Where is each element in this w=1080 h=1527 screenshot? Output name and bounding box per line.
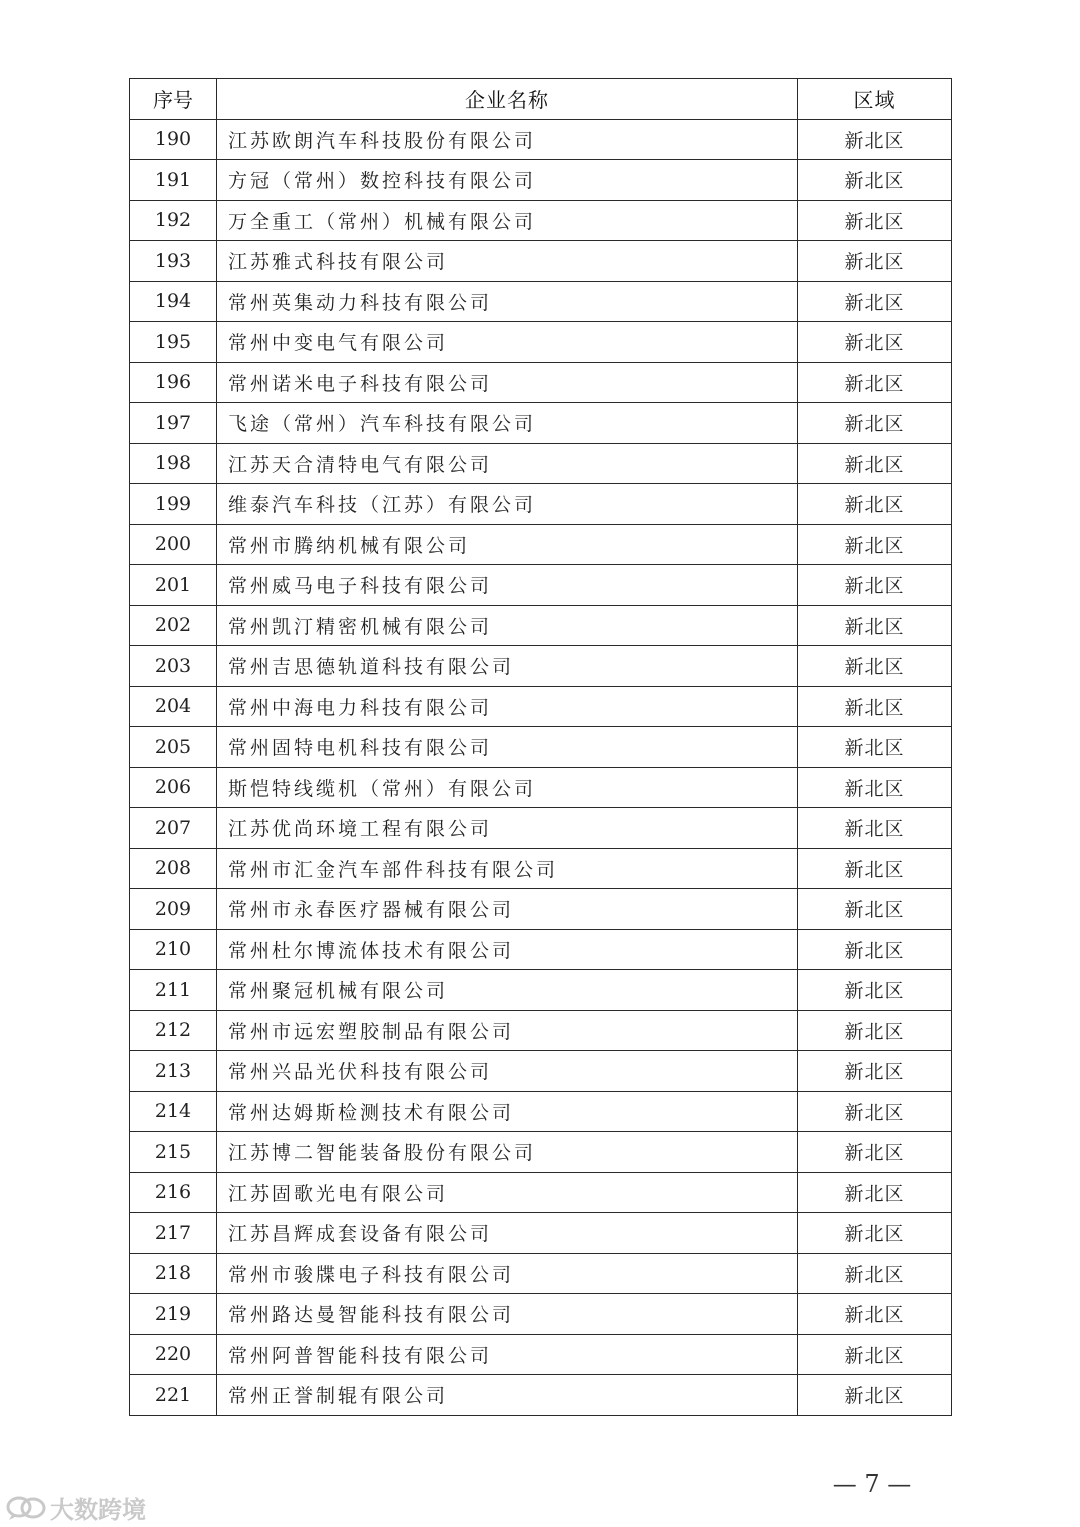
row-area: 新北区 — [798, 322, 952, 363]
row-serial-number: 206 — [130, 767, 217, 808]
row-area: 新北区 — [798, 200, 952, 241]
row-company-name: 维泰汽车科技（江苏）有限公司 — [217, 484, 798, 525]
row-company-name: 常州达姆斯检测技术有限公司 — [217, 1091, 798, 1132]
row-serial-number: 194 — [130, 281, 217, 322]
table-row — [130, 767, 952, 808]
row-company-name: 江苏昌辉成套设备有限公司 — [217, 1213, 798, 1254]
row-company-name: 常州吉思德轨道科技有限公司 — [217, 646, 798, 687]
table-row — [130, 1091, 952, 1132]
table-row — [130, 889, 952, 930]
row-area: 新北区 — [798, 1010, 952, 1051]
row-company-name: 常州凯汀精密机械有限公司 — [217, 605, 798, 646]
row-company-name: 常州兴品光伏科技有限公司 — [217, 1051, 798, 1092]
row-area: 新北区 — [798, 1132, 952, 1173]
header-company-name: 企业名称 — [217, 79, 798, 120]
page-number: — 7 — — [832, 1470, 912, 1498]
row-company-name: 江苏优尚环境工程有限公司 — [217, 808, 798, 849]
table-body — [130, 119, 952, 1415]
row-area: 新北区 — [798, 1334, 952, 1375]
row-area: 新北区 — [798, 646, 952, 687]
table-row — [130, 727, 952, 768]
row-area: 新北区 — [798, 241, 952, 282]
table-row — [130, 362, 952, 403]
row-serial-number: 199 — [130, 484, 217, 525]
row-serial-number: 219 — [130, 1294, 217, 1335]
table-row — [130, 281, 952, 322]
row-serial-number: 193 — [130, 241, 217, 282]
row-area: 新北区 — [798, 565, 952, 606]
row-company-name: 常州阿普智能科技有限公司 — [217, 1334, 798, 1375]
watermark-text: 大数跨境 — [50, 1496, 146, 1524]
row-area: 新北区 — [798, 119, 952, 160]
row-company-name: 方冠（常州）数控科技有限公司 — [217, 160, 798, 201]
row-company-name: 常州固特电机科技有限公司 — [217, 727, 798, 768]
row-area: 新北区 — [798, 281, 952, 322]
row-serial-number: 198 — [130, 443, 217, 484]
row-company-name: 常州路达曼智能科技有限公司 — [217, 1294, 798, 1335]
row-serial-number: 211 — [130, 970, 217, 1011]
row-company-name: 常州诺米电子科技有限公司 — [217, 362, 798, 403]
table-row — [130, 605, 952, 646]
table-row — [130, 484, 952, 525]
table-row — [130, 970, 952, 1011]
row-company-name: 常州中海电力科技有限公司 — [217, 686, 798, 727]
row-area: 新北区 — [798, 767, 952, 808]
row-area: 新北区 — [798, 1294, 952, 1335]
table-row — [130, 241, 952, 282]
row-company-name: 常州正誉制辊有限公司 — [217, 1375, 798, 1416]
row-serial-number: 201 — [130, 565, 217, 606]
chat-bubbles-logo-icon — [6, 1495, 46, 1521]
row-serial-number: 205 — [130, 727, 217, 768]
table-row — [130, 1213, 952, 1254]
row-serial-number: 212 — [130, 1010, 217, 1051]
row-area: 新北区 — [798, 727, 952, 768]
row-area: 新北区 — [798, 929, 952, 970]
row-serial-number: 191 — [130, 160, 217, 201]
row-serial-number: 217 — [130, 1213, 217, 1254]
header-serial-number: 序号 — [130, 79, 217, 120]
row-company-name: 常州杜尔博流体技术有限公司 — [217, 929, 798, 970]
row-company-name: 江苏固歌光电有限公司 — [217, 1172, 798, 1213]
row-company-name: 江苏天合清特电气有限公司 — [217, 443, 798, 484]
row-serial-number: 215 — [130, 1132, 217, 1173]
row-company-name: 江苏雅式科技有限公司 — [217, 241, 798, 282]
row-area: 新北区 — [798, 1051, 952, 1092]
row-company-name: 江苏博二智能装备股份有限公司 — [217, 1132, 798, 1173]
table-row — [130, 160, 952, 201]
table-row — [130, 1294, 952, 1335]
row-area: 新北区 — [798, 443, 952, 484]
table-row — [130, 929, 952, 970]
table-row — [130, 565, 952, 606]
row-serial-number: 214 — [130, 1091, 217, 1132]
row-area: 新北区 — [798, 1213, 952, 1254]
row-serial-number: 202 — [130, 605, 217, 646]
row-serial-number: 213 — [130, 1051, 217, 1092]
row-serial-number: 197 — [130, 403, 217, 444]
row-area: 新北区 — [798, 1091, 952, 1132]
table-row — [130, 1375, 952, 1416]
row-serial-number: 190 — [130, 119, 217, 160]
row-serial-number: 192 — [130, 200, 217, 241]
row-area: 新北区 — [798, 1375, 952, 1416]
row-company-name: 万全重工（常州）机械有限公司 — [217, 200, 798, 241]
table-row — [130, 848, 952, 889]
row-area: 新北区 — [798, 160, 952, 201]
table-row — [130, 1132, 952, 1173]
row-serial-number: 204 — [130, 686, 217, 727]
row-serial-number: 218 — [130, 1253, 217, 1294]
row-area: 新北区 — [798, 970, 952, 1011]
row-area: 新北区 — [798, 362, 952, 403]
row-company-name: 常州中变电气有限公司 — [217, 322, 798, 363]
row-company-name: 常州市远宏塑胶制品有限公司 — [217, 1010, 798, 1051]
company-table — [129, 78, 952, 1416]
table-row — [130, 403, 952, 444]
table-row — [130, 200, 952, 241]
row-serial-number: 207 — [130, 808, 217, 849]
row-serial-number: 196 — [130, 362, 217, 403]
row-serial-number: 210 — [130, 929, 217, 970]
table-row — [130, 1172, 952, 1213]
row-area: 新北区 — [798, 403, 952, 444]
table-header-row — [130, 79, 952, 120]
row-serial-number: 221 — [130, 1375, 217, 1416]
row-serial-number: 209 — [130, 889, 217, 930]
row-company-name: 常州市汇金汽车部件科技有限公司 — [217, 848, 798, 889]
row-area: 新北区 — [798, 1172, 952, 1213]
header-area: 区域 — [798, 79, 952, 120]
row-area: 新北区 — [798, 808, 952, 849]
table-row — [130, 1010, 952, 1051]
row-company-name: 江苏欧朗汽车科技股份有限公司 — [217, 119, 798, 160]
row-company-name: 斯恺特线缆机（常州）有限公司 — [217, 767, 798, 808]
table-row — [130, 1051, 952, 1092]
table-row — [130, 1334, 952, 1375]
row-serial-number: 200 — [130, 524, 217, 565]
row-area: 新北区 — [798, 605, 952, 646]
row-area: 新北区 — [798, 1253, 952, 1294]
row-area: 新北区 — [798, 889, 952, 930]
row-company-name: 常州市骏牒电子科技有限公司 — [217, 1253, 798, 1294]
row-area: 新北区 — [798, 524, 952, 565]
table-row — [130, 524, 952, 565]
row-company-name: 常州英集动力科技有限公司 — [217, 281, 798, 322]
row-serial-number: 208 — [130, 848, 217, 889]
row-company-name: 飞途（常州）汽车科技有限公司 — [217, 403, 798, 444]
table-row — [130, 119, 952, 160]
table-row — [130, 322, 952, 363]
table-row — [130, 443, 952, 484]
row-serial-number: 195 — [130, 322, 217, 363]
row-area: 新北区 — [798, 848, 952, 889]
row-area: 新北区 — [798, 484, 952, 525]
row-serial-number: 216 — [130, 1172, 217, 1213]
row-company-name: 常州市永春医疗器械有限公司 — [217, 889, 798, 930]
row-serial-number: 203 — [130, 646, 217, 687]
row-company-name: 常州威马电子科技有限公司 — [217, 565, 798, 606]
row-company-name: 常州聚冠机械有限公司 — [217, 970, 798, 1011]
row-company-name: 常州市腾纳机械有限公司 — [217, 524, 798, 565]
table-row — [130, 686, 952, 727]
watermark — [6, 1490, 146, 1525]
row-serial-number: 220 — [130, 1334, 217, 1375]
table-row — [130, 1253, 952, 1294]
table-row — [130, 646, 952, 687]
table-row — [130, 808, 952, 849]
row-area: 新北区 — [798, 686, 952, 727]
